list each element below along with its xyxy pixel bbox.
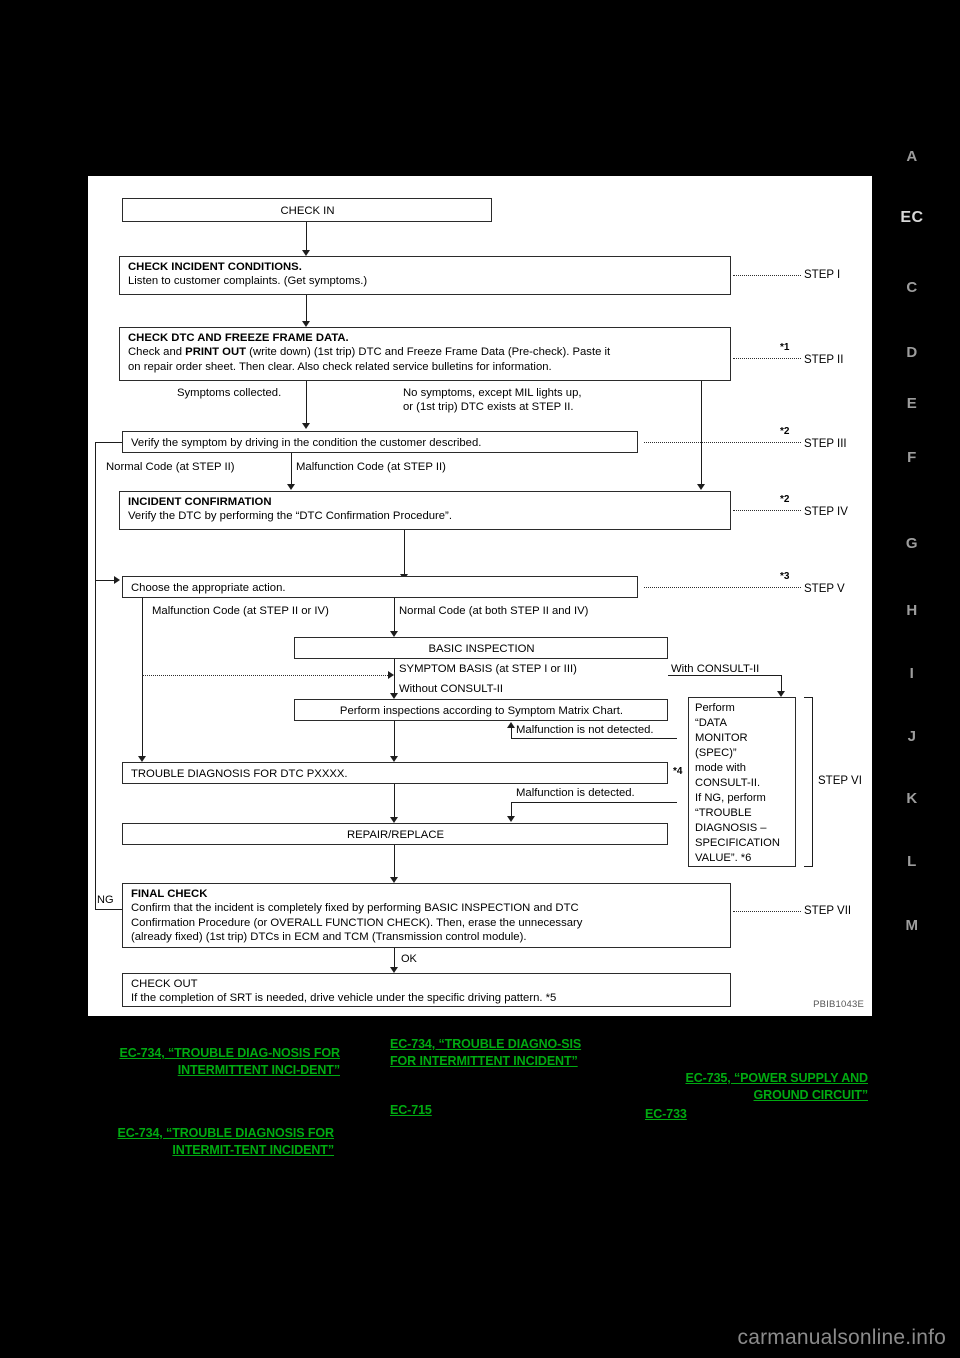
footnote-star1: *1 (780, 342, 790, 353)
box-final-check-line2: Confirmation Procedure (or OVERALL FUNCTION CHECK). Then, erase the unnecessary (131, 916, 583, 929)
link-ec-734-intermittent-incident-2[interactable]: EC-734, “TROUBLE DIAGNO-SIS FOR INTERMITTENT INCIDENT” (390, 1037, 582, 1068)
box-check-dtc-line1 (128, 345, 723, 359)
figure-code: PBIB1043E (813, 999, 864, 1010)
label-with-consult: With CONSULT-II (671, 663, 760, 675)
tab-m[interactable]: M (905, 917, 919, 934)
label-symptom-basis: SYMPTOM BASIS (at STEP I or III) (399, 663, 577, 675)
connector-step3-step4 (291, 453, 292, 486)
tab-ec[interactable]: EC (900, 209, 924, 226)
box-check-dtc-freeze-frame (119, 327, 731, 381)
label-without-consult: Without CONSULT-II (399, 683, 503, 695)
step-label-vi: STEP VI (818, 775, 862, 787)
box-basic-inspection: BASIC INSPECTION (294, 637, 668, 659)
label-malfunction-code-step2-4: Malfunction Code (at STEP II or IV) (152, 605, 329, 617)
data-monitor-line-4: mode with (695, 762, 746, 774)
bracket-step-vi (804, 697, 813, 867)
box-final-check-line3: (already fixed) (1st trip) DTCs in ECM and TCM (Transmission control module). (131, 930, 527, 943)
box-final-check (122, 883, 731, 948)
box-data-monitor-spec (688, 697, 796, 867)
connector-stepv-left (142, 598, 143, 758)
footnote-star2-b: *2 (780, 494, 790, 505)
data-monitor-line-2: MONITOR (695, 732, 748, 744)
dotted-step-ii (733, 358, 801, 359)
dotted-step-iv (733, 510, 801, 511)
check-dtc-l1b: (write down) (1st trip) DTC and Freeze Frame Data (Pre-check). Paste it (246, 346, 611, 359)
dotted-step-i (733, 275, 801, 276)
connector-step4-step5 (404, 530, 405, 576)
dotted-step-vii (733, 911, 801, 912)
tab-f[interactable]: F (907, 449, 917, 466)
label-symptoms-collected: Symptoms collected. (177, 387, 282, 399)
box-choose-action: Choose the appropriate action. (122, 576, 638, 598)
box-check-dtc-line2: on repair order sheet. Then clear. Also check related service bulletins for information. (128, 360, 552, 373)
box-symptom-matrix: Perform inspections according to Symptom Matrix Chart. (294, 699, 668, 721)
connector-step1-step2 (306, 295, 307, 323)
tab-k[interactable]: K (906, 790, 918, 807)
connector-step3-left-loop (95, 442, 96, 580)
label-no-symptoms-l2: or (1st trip) DTC exists at STEP II. (403, 401, 574, 413)
tab-l[interactable]: L (907, 853, 917, 870)
label-malfunction-not-detected: Malfunction is not detected. (516, 724, 654, 736)
link-ec-735-power-supply-ground[interactable]: EC-735, “POWER SUPPLY AND GROUND CIRCUIT” (685, 1071, 868, 1102)
footnote-star3: *3 (780, 571, 790, 582)
connector-step3-left-out (95, 580, 116, 581)
check-dtc-printout: PRINT OUT (185, 346, 247, 359)
arrowhead-step2-step4-right (697, 484, 705, 490)
connector-with-consult-h (668, 675, 782, 676)
box-check-dtc-title: CHECK DTC AND FREEZE FRAME DATA. (128, 332, 349, 344)
link-ec-734-intermittent-incident-3[interactable]: EC-734, “TROUBLE DIAGNOSIS FOR INTERMIT-TENT INCIDENT” (117, 1126, 334, 1157)
check-dtc-l1a: Check and (128, 346, 186, 359)
box-check-out-body: If the completion of SRT is needed, drive vehicle under the specific driving pattern. *5 (131, 992, 557, 1005)
tab-c[interactable]: C (906, 279, 918, 296)
step-label-i: STEP I (804, 269, 841, 281)
box-incident-confirmation (119, 491, 731, 530)
connector-checkin-step1 (306, 222, 307, 252)
tab-i[interactable]: I (909, 665, 915, 682)
box-final-check-line1: Confirm that the incident is completely fixed by performing BASIC INSPECTION and DTC (131, 902, 579, 915)
data-monitor-line-7: “TROUBLE (695, 807, 752, 819)
connector-repair-final (394, 845, 395, 879)
box-verify-symptom: Verify the symptom by driving in the condition the customer described. (122, 431, 638, 453)
box-incident-confirmation-title: INCIDENT CONFIRMATION (128, 496, 272, 508)
link-ec-715[interactable]: EC-715 (390, 1103, 432, 1117)
link-ec-733[interactable]: EC-733 (645, 1107, 687, 1121)
connector-step2-step4-right (701, 381, 702, 486)
data-monitor-line-0: Perform (695, 702, 735, 714)
arrowhead-step3-step4 (287, 484, 295, 490)
tab-e[interactable]: E (906, 395, 918, 412)
tab-d[interactable]: D (906, 344, 918, 361)
box-trouble-diagnosis: TROUBLE DIAGNOSIS FOR DTC PXXXX. (122, 762, 668, 784)
connector-stepv-right (394, 598, 395, 633)
arrowhead-step3-loop-stepv (114, 576, 120, 584)
footnote-star2-a: *2 (780, 426, 790, 437)
link-ec-734-intermittent-incident-1[interactable]: EC-734, “TROUBLE DIAG-NOSIS FOR INTERMITTENT INCI-DENT” (119, 1046, 340, 1077)
diagnostic-flowchart-figure (88, 176, 872, 1016)
tab-h[interactable]: H (906, 602, 918, 619)
label-malfunction-detected: Malfunction is detected. (516, 787, 635, 799)
arrowhead-detected-repair (507, 816, 515, 822)
data-monitor-line-10: VALUE”. *6 (695, 852, 752, 864)
box-check-out (122, 973, 731, 1007)
footnote-star4: *4 (673, 766, 683, 777)
connector-step2-step3 (306, 381, 307, 425)
box-check-incident-conditions-title: CHECK INCIDENT CONDITIONS. (128, 261, 302, 273)
connector-basic-down (394, 659, 395, 695)
arrowhead-step2-step3 (302, 423, 310, 429)
dotted-step-v (644, 587, 801, 588)
dotted-step-iii (644, 442, 801, 443)
label-ok: OK (401, 953, 417, 965)
step-label-v: STEP V (804, 583, 845, 595)
label-ng: NG (97, 894, 114, 906)
tab-a[interactable]: A (906, 148, 918, 165)
step-label-iv: STEP IV (804, 506, 848, 518)
box-final-check-title: FINAL CHECK (131, 888, 208, 900)
label-no-symptoms-l1: No symptoms, except MIL lights up, (403, 387, 582, 399)
step-label-iii: STEP III (804, 438, 847, 450)
label-normal-code-step2: Normal Code (at STEP II) (106, 461, 235, 473)
footer-watermark: carmanualsonline.info (737, 1326, 946, 1349)
connector-not-detected-h (511, 738, 677, 739)
connector-ng-v (95, 580, 96, 909)
connector-trouble-repair (394, 784, 395, 820)
tab-j[interactable]: J (907, 728, 917, 745)
box-check-incident-conditions (119, 256, 731, 295)
step-label-ii: STEP II (804, 354, 844, 366)
data-monitor-line-8: DIAGNOSIS – (695, 822, 767, 834)
connector-matrix-trouble (394, 721, 395, 759)
box-repair-replace: REPAIR/REPLACE (122, 823, 668, 845)
data-monitor-line-3: (SPEC)” (695, 747, 737, 759)
step-label-vii: STEP VII (804, 905, 852, 917)
data-monitor-line-6: If NG, perform (695, 792, 766, 804)
data-monitor-line-1: “DATA (695, 717, 727, 729)
index-tab-column (882, 0, 960, 1358)
connector-step3-left-in (95, 442, 122, 443)
label-normal-code-both: Normal Code (at both STEP II and IV) (399, 605, 589, 617)
label-malfunction-code-step2: Malfunction Code (at STEP II) (296, 461, 446, 473)
box-incident-confirmation-body: Verify the DTC by performing the “DTC Confirmation Procedure”. (128, 510, 452, 523)
box-check-in: CHECK IN (122, 198, 492, 222)
connector-detected-h (511, 802, 677, 803)
data-monitor-line-5: CONSULT-II. (695, 777, 761, 789)
dotted-connector-symptom-basis (142, 675, 390, 676)
data-monitor-line-9: SPECIFICATION (695, 837, 780, 849)
connector-ng-h (95, 909, 122, 910)
box-check-incident-conditions-body: Listen to customer complaints. (Get symptoms.) (128, 275, 368, 288)
tab-g[interactable]: G (905, 535, 919, 552)
box-check-out-title: CHECK OUT (131, 978, 198, 990)
